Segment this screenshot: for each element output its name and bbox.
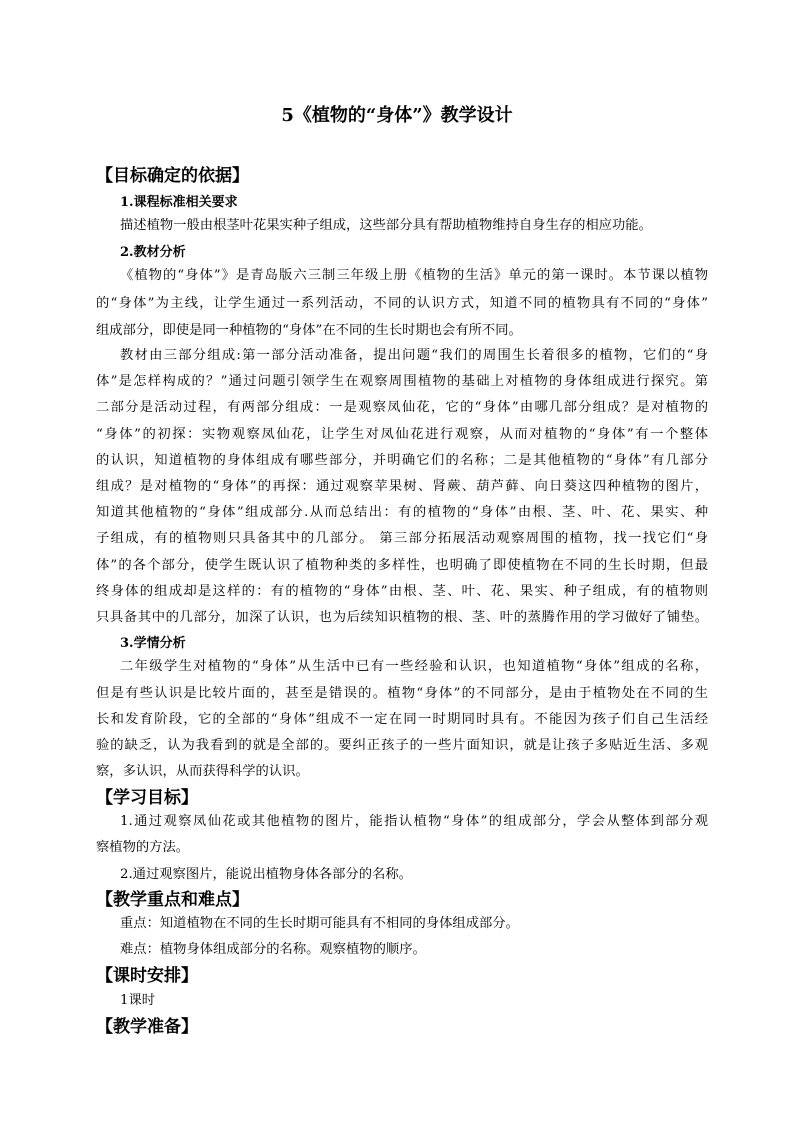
paragraph-line: 教材由三部分组成:第一部分活动准备，提出问题“我们的周围生长着很多的植物，它们的“身 [120,348,708,363]
paragraph-line: 只具备其中的几部分，加深了认识，也为后续知识植物的根、茎、叶的蒸腾作用的学习做好了铺垫。 [96,610,708,625]
document-title: 5《植物的“身体”》教学设计 [281,105,513,126]
section-heading-basis: 【目标确定的依据】 [96,166,249,186]
paragraph-line: 难点：植物身体组成部分的名称。观察植物的顺序。 [120,942,426,957]
paragraph-line: 察，多认识，从而获得科学的认识。 [96,764,309,779]
paragraph-line: 描述植物一般由根茎叶花果实种子组成，这些部分具有帮助植物维持自身生存的相应功能。 [120,218,652,233]
section-heading-keypoints: 【教学重点和难点】 [96,890,249,910]
paragraph-line: “身体”的初探：实物观察凤仙花，让学生对凤仙花进行观察，从而对植物的“身体”有一个整体 [96,427,708,442]
paragraph-line: 的认识，知道植物的身体组成有哪些部分，并明确它们的名称；二是其他植物的“身体”有几部分 [96,453,708,468]
paragraph-line: 体”是怎样构成的？”通过问题引领学生在观察周围植物的基础上对植物的身体组成进行探究。第 [96,374,708,389]
paragraph-line: 2.通过观察图片，能说出植物身体各部分的名称。 [120,867,412,882]
paragraph-line: 组成？是对植物的“身体”的再探：通过观察苹果树、肾蕨、葫芦藓、向日葵这四种植物的图片， [96,479,708,494]
paragraph-line: 《植物的“身体”》是青岛版六三制三年级上册《植物的生活》单元的第一课时。本节课以植物 [120,268,708,283]
paragraph-line: 子组成，有的植物则只具备其中的几部分。 第三部分拓展活动观察周围的植物，找一找它们“身 [96,531,708,546]
paragraph-line: 长和发育阶段，它的全部的“身体”组成不一定在同一时期同时具有。不能因为孩子们自己生活经 [96,712,708,727]
paragraph-line: 但是有些认识是比较片面的，甚至是错误的。植物“身体”的不同部分，是由于植物处在不同的生 [96,686,708,701]
paragraph-line: 组成部分，即使是同一种植物的“身体”在不同的生长时期也会有所不同。 [96,323,522,338]
paragraph-line: 验的缺乏，认为我看到的就是全部的。要纠正孩子的一些片面知识，就是让孩子多贴近生活、多观 [96,738,708,753]
paragraph-line: 知道其他植物的“身体”组成部分.从而总结出：有的植物的“身体”由根、茎、叶、花、果实、种 [96,505,708,520]
section-heading-objectives: 【学习目标】 [96,788,198,808]
paragraph-line: 终身体的组成却是这样的：有的植物的“身体”由根、茎、叶、花、果实、种子组成，有的植物则 [96,584,708,599]
subheading-textbook: 2.教材分析 [120,245,186,260]
subheading-curriculum: 1.课程标准相关要求 [120,195,238,210]
paragraph-line: 1.通过观察凤仙花或其他植物的图片，能指认植物“身体”的组成部分，学会从整体到部分观 [120,814,708,829]
paragraph-line: 重点：知道植物在不同的生长时期可能具有不相同的身体组成部分。 [120,916,519,931]
subheading-student: 3.学情分析 [120,636,186,651]
paragraph-line: 1课时 [120,993,156,1008]
paragraph-line: 察植物的方法。 [96,840,190,855]
paragraph-line: 的“身体”为主线，让学生通过一系列活动，不同的认识方式，知道不同的植物具有不同的“身体” [96,296,708,311]
paragraph-line: 二年级学生对植物的“身体”从生活中已有一些经验和认识，也知道植物“身体”组成的名称， [120,659,708,674]
paragraph-line: 体”的各个部分，使学生既认识了植物种类的多样性，也明确了即使植物在不同的生长时期，但最 [96,558,708,573]
paragraph-line: 二部分是活动过程，有两部分组成：一是观察凤仙花，它的“身体”由哪几部分组成？是对植物的 [96,400,708,415]
section-heading-schedule: 【课时安排】 [96,966,198,986]
section-heading-preparation: 【教学准备】 [96,1017,198,1037]
